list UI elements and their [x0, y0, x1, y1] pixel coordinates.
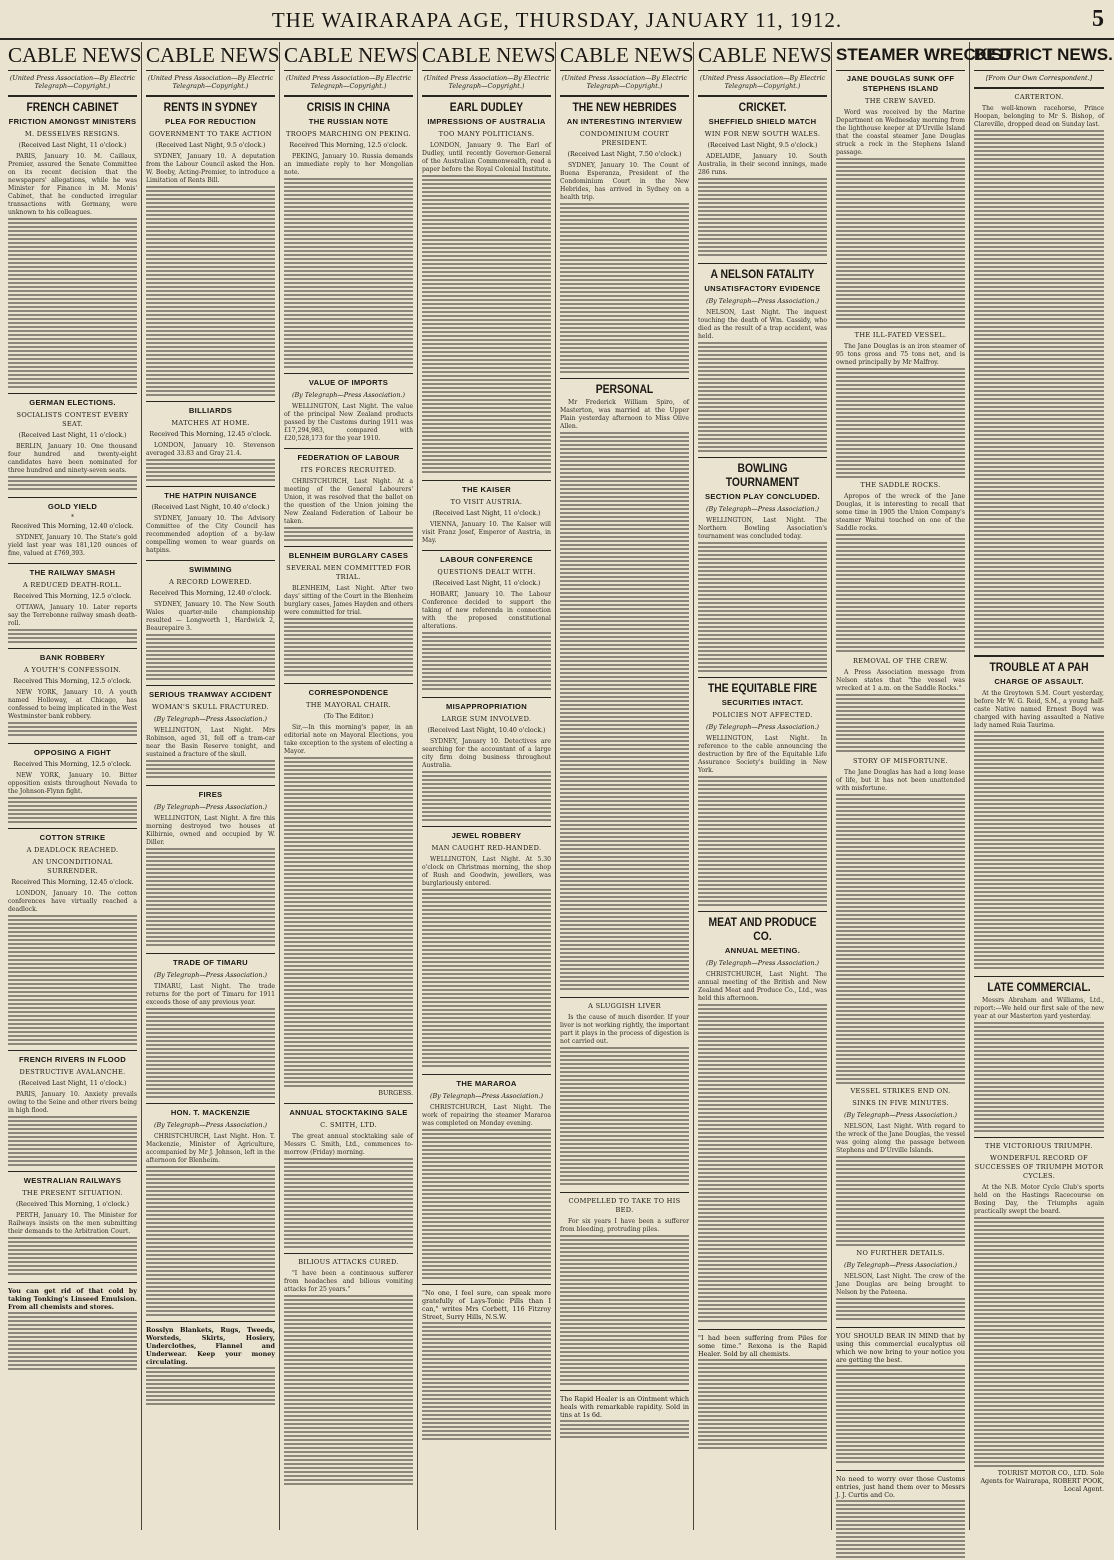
- article-body: PARIS, January 10. Anxiety prevails owing to the Seine and other rivers being in high flood.: [8, 1091, 137, 1114]
- article-body-text: [560, 432, 689, 992]
- article-headline: GOLD YIELD: [47, 502, 98, 511]
- article-subhead: ANNUAL MEETING.: [724, 946, 801, 955]
- article-subhead: ITS FORCES RECRUITED.: [300, 466, 397, 474]
- received-time: (Received Last Night, 11 o'clock.): [18, 142, 127, 149]
- article-headline: THE HATPIN NUISANCE: [164, 491, 257, 500]
- article-body-text: [146, 459, 275, 481]
- article-subhead: (To The Editor.): [323, 713, 374, 720]
- article-body: BLENHEIM, Last Night. After two days' sitting of the Court in the Blenheim burglary cases, James Hayden and others were committed for trial.: [284, 585, 413, 616]
- article-body: Sir,—In this morning's paper, in an editorial note on Mayoral Elections, you take exception to the system of electing a Mayor.: [284, 724, 413, 755]
- article-body: SYDNEY, January 10. Detectives are searching for the accountant of a large city firm doing business throughout Australia.: [422, 738, 551, 769]
- article-body: CHRISTCHURCH, Last Night. Hon. T. Mackenzie, Minister of Agriculture, accompanied by Mr J. Johnson, left in the afternoon for Blenheim.: [146, 1133, 275, 1164]
- advertisement: The Rapid Healer is an Ointment which heals with remarkable rapidity. Sold in tins at 1s 6d.: [560, 1395, 689, 1419]
- article-body: CHRISTCHURCH, Last Night. The annual meeting of the British and New Zealand Meat and Produce Co., Ltd., was held this afternoon.: [698, 971, 827, 1002]
- received-time: (Received Last Night, 10.40 o'clock.): [427, 727, 546, 734]
- advertisement-text: [560, 1420, 689, 1440]
- article-body: At the N.B. Motor Cycle Club's sports held on the Hastings Racecourse on Boxing Day, the Triumphs again practically swept the board.: [974, 1184, 1104, 1215]
- article-body-text: [698, 178, 827, 258]
- received-time: (Received Last Night, 9.5 o'clock.): [155, 142, 266, 149]
- article-headline: FRENCH CABINET: [26, 102, 119, 114]
- article-body: SYDNEY, January 10. The State's gold yield last year was 181,120 ounces of fine, valued at £769,393.: [8, 534, 137, 557]
- article-body-text: [560, 1047, 689, 1187]
- advertisement-text: [8, 1312, 137, 1372]
- press-credit: (By Telegraph—Press Association.): [153, 715, 268, 723]
- received-time: Received This Morning, 12.45 o'clock.: [11, 879, 134, 886]
- article-headline: THE RAILWAY SMASH: [29, 568, 116, 577]
- article-body: LONDON, January 10. Stevenson averaged 33.83 and Gray 21.4.: [146, 442, 275, 457]
- article-body-text: [146, 634, 275, 680]
- column-heading: CABLE NEWS: [284, 42, 413, 71]
- article-headline: RENTS IN SYDNEY: [163, 102, 258, 114]
- article-headline: BLENHEIM BURGLARY CASES: [288, 551, 409, 560]
- press-credit: (By Telegraph—Press Association.): [153, 971, 268, 979]
- advertisement: "I had been suffering from Piles for some time." Rexona is the Rapid Healer. Sold by all chemists.: [698, 1334, 827, 1358]
- article-headline: BANK ROBBERY: [39, 653, 106, 662]
- press-credit: (By Telegraph—Press Association.): [153, 803, 268, 811]
- column-1: CABLE NEWS (United Press Association—By Electric Telegraph—Copyright.) FRENCH CABINET FRICTION AMONGST MINISTERS M. DESSELVES RESIGNS. (Received Last Night, 11 o'clock.) PARIS, January 10. M. Caillaux, Premier, assured the Senate Committee on its recent decision that the newspapers' allegations, while he was Minister for Finance in M. Monis' Cabinet, that he conducted irregular transactions with Germany, were unknown to his colleagues. GERMAN ELECTIONS. SOCIALISTS CONTEST EVERY SEAT. (Received Last Night, 11 o'clock.) BERLIN, January 10. One thousand four hundred and twenty-eight candidates have been nominated for three hundred and ninety-seven seats. GOLD YIELD * Received This Morning, 12.40 o'clock. SYDNEY, January 10. The State's gold yield last year was 181,120 ounces of fine, valued at £769,393. THE RAILWAY SMASH A REDUCED DEATH-ROLL. Received This Morning, 12.5 o'clock. OTTAWA, January 10. Later reports say the Terrebonne railway smash death-roll. BANK ROBBERY A YOUTH'S CONFESSOIN. Received This Morning, 12.5 o'clock. NEW YORK, January 10. A youth named Holloway, at Chicago, has confessed to being implicated in the West Westminster bank robbery. OPPOSING A FIGHT Received This Morning, 12.5 o'clock. NEW YORK, January 10. Bitter opposition exists throughout Nevada to the Johnson-Flynn fight. COTTON STRIKE A DEADLOCK REACHED. AN UNCONDITIONAL SURRENDER. Received This Morning, 12.45 o'clock. LONDON, January 10. The cotton conferences have virtually reached a deadlock. FRENCH RIVERS IN FLOOD DESTRUCTIVE AVALANCHE. (Received Last Night, 11 o'clock.) PARIS, January 10. Anxiety prevails owing to the Seine and other rivers being in high flood. WESTRALIAN RAILWAYS THE PRESENT SITUATION. (Received This Morning, 1 o'clock.) PERTH, January 10. The Minister for Railways insists on the men submitting their demands to the Arbitration Court. You can get rid of that cold by taking Tonking's Linseed Emulsion. From all chemists and stores.: [4, 42, 142, 1530]
- article-body-text: [698, 342, 827, 452]
- column-7: [832, 42, 1012, 1530]
- article-body-text: [836, 694, 965, 754]
- advertisement: "No one, I feel sure, can speak more gratefully of Lays-Tonic Pills than I can," writes Mrs Corbett, 116 Fitzroy Street, Surry Hills, N.S.W.: [422, 1289, 551, 1321]
- article-subhead: THE RUSSIAN NOTE: [308, 117, 389, 126]
- article-headline: HON. T. MACKENZIE: [170, 1108, 251, 1117]
- article-headline: WESTRALIAN RAILWAYS: [23, 1176, 122, 1185]
- column-2: [142, 42, 280, 1530]
- article-body: HOBART, January 10. The Labour Conference decided to support the taking of new referenda in connection with the proposed constitutional alterations.: [422, 591, 551, 630]
- article-body-text: [8, 218, 137, 388]
- advertisement: No need to worry over those Customs entries, just hand them over to Messrs J. J. Curtis and Co.: [836, 1475, 965, 1499]
- article-headline: JANE DOUGLAS SUNK OFF STEPHENS ISLAND: [846, 74, 955, 93]
- press-credit: (By Telegraph—Press Association.): [153, 1121, 268, 1129]
- newspaper-columns: [4, 42, 1113, 1530]
- article-body-text: [422, 632, 551, 692]
- article-body: Mr Frederick William Spiro, of Masterton, was married at the Upper Plain yesterday afternoon to Miss Olive Allen.: [560, 399, 689, 430]
- article-headline: THE VICTORIOUS TRIUMPH.: [985, 1142, 1093, 1150]
- article-body: WELLINGTON, Last Night. In reference to the cable announcing the destruction by fire of the Equitable Life Assurance Society's building in New York.: [698, 735, 827, 774]
- article-headline: JEWEL ROBBERY: [451, 831, 522, 840]
- article-subhead: LARGE SUM INVOLVED.: [441, 715, 532, 723]
- article-body: PARIS, January 10. M. Caillaux, Premier, assured the Senate Committee on its recent decision that the newspapers' allegations, while he was Minister for Finance in M. Monis' Cabinet, that he conducted irregular transactions with Germany, were unknown to his colleagues.: [8, 153, 137, 216]
- article-body: "I have been a continuous sufferer from headaches and bilious vomiting attacks for 25 years.": [284, 1270, 413, 1293]
- article-headline: A SLUGGISH LIVER: [588, 1002, 661, 1010]
- article-body: NELSON, Last Night. The inquest touching the death of Wm. Cassidy, who died as the result of a trap accident, was held.: [698, 309, 827, 340]
- page-number: 5: [1092, 6, 1104, 32]
- article-body: SYDNEY, January 10. The Advisory Committee of the City Council has recommended adoption of a by-law compelling women to wear guards on hatpins.: [146, 515, 275, 554]
- column-6: [694, 42, 832, 1530]
- article-subhead: SECURITIES INTACT.: [721, 698, 804, 707]
- press-credit: (By Telegraph—Press Association.): [705, 297, 820, 305]
- article-body: WELLINGTON, Last Night. The value of the principal New Zealand products passed by the Customs during 1911 was £17,294,983, compared with £20,528,173 for the year 1910.: [284, 403, 413, 442]
- article-subhead: A YOUTH'S CONFESSOIN.: [23, 666, 122, 674]
- article-body: SYDNEY, January 10. A deputation from the Labour Council asked the Hon. W. Beeby, Acting-Premier, to introduce a Limitation of Rents Bill.: [146, 153, 275, 184]
- article-body-text: [698, 542, 827, 672]
- article-subhead: QUESTIONS DEALT WITH.: [437, 568, 536, 576]
- article-body: ADELAIDE, January 10. South Australia, in their second innings, made 286 runs.: [698, 153, 827, 176]
- article-headline: EARL DUDLEY: [449, 102, 524, 114]
- article-body-text: [146, 848, 275, 948]
- article-subhead: SECTION PLAY CONCLUDED.: [705, 492, 820, 501]
- column-heading: CABLE NEWS: [698, 42, 827, 71]
- article-subhead: TOO MANY POLITICIANS.: [438, 130, 535, 138]
- article-headline: CARTERTON.: [1014, 93, 1064, 101]
- article-body-text: [836, 368, 965, 478]
- article-headline: A NELSON FATALITY: [710, 269, 815, 281]
- article-body-text: [284, 1158, 413, 1248]
- article-headline: TROUBLE AT A PAH: [989, 662, 1089, 674]
- article-headline: BILLIARDS: [188, 406, 233, 415]
- article-body-text: [8, 1116, 137, 1166]
- advertisement-text: [422, 1322, 551, 1442]
- article-body-text: [974, 130, 1104, 650]
- article-headline: BOWLING TOURNAMENT: [725, 463, 800, 489]
- advertisement-text: [698, 1359, 827, 1449]
- received-time: (Received Last Night, 11 o'clock.): [18, 1080, 127, 1087]
- article-headline: FIRES: [198, 790, 223, 799]
- article-headline: MISAPPROPRIATION: [445, 702, 528, 711]
- press-credit: (By Telegraph—Press Association.): [429, 1092, 544, 1100]
- received-time: Received This Morning, 12.45 o'clock.: [149, 431, 272, 438]
- article-subhead: PLEA FOR REDUCTION: [165, 117, 256, 126]
- article-body-text: [560, 1235, 689, 1385]
- received-time: (Received Last Night, 9.5 o'clock.): [707, 142, 818, 149]
- article-body-text: [8, 915, 137, 1045]
- article-body-text: [8, 797, 137, 823]
- article-body: LONDON, January 10. The cotton conferences have virtually reached a deadlock.: [8, 890, 137, 913]
- article-subhead: THE MAYORAL CHAIR.: [306, 701, 391, 709]
- received-time: Received This Morning, 12.5 o'clock.: [13, 593, 132, 600]
- article-body: Word was received by the Marine Department on Wednesday morning from the lighthouse keeper at D'Urville Island that the coastal steamer Jane Douglas struck a rock in the Stephens Island passage.: [836, 109, 965, 156]
- article-body: TIMARU, Last Night. The trade returns for the port of Timaru for 1911 exceeds those of any previous year.: [146, 983, 275, 1006]
- received-time: Received This Morning, 12.5 o'clock.: [13, 678, 132, 685]
- article-subhead: THE SADDLE ROCKS.: [860, 481, 941, 489]
- article-headline: LATE COMMERCIAL.: [987, 982, 1091, 994]
- article-body-text: [698, 1004, 827, 1324]
- article-subhead: SHEFFIELD SHIELD MATCH: [708, 117, 817, 126]
- press-credit: (By Telegraph—Press Association.): [705, 723, 820, 731]
- article-subhead: AN INTERESTING INTERVIEW: [566, 117, 683, 126]
- article-body: The great annual stocktaking sale of Messrs C. Smith, Ltd., commences to-morrow (Friday) morning.: [284, 1133, 413, 1156]
- article-headline: THE EQUITABLE FIRE: [707, 683, 818, 695]
- received-time: (Received Last Night, 7.50 o'clock.): [567, 151, 682, 158]
- article-body: Is the cause of much disorder. If your liver is not working rightly, the important part it plays in the process of digestion is not carried out.: [560, 1014, 689, 1045]
- article-subhead: C. SMITH, LTD.: [320, 1121, 377, 1129]
- article-subhead: SOCIALISTS CONTEST EVERY SEAT.: [16, 411, 129, 428]
- article-subhead: NO FURTHER DETAILS.: [856, 1249, 945, 1257]
- press-credit: (United Press Association—By Electric Telegraph—Copyright.): [699, 74, 826, 90]
- article-body: At the Greytown S.M. Court yesterday, before Mr W. G. Reid, S.M., a young half-caste Native named Ernest Boyd was charged with having assaulted a Native lady named Ruia Taurima.: [974, 690, 1104, 729]
- article-subhead: UNSATISFACTORY EVIDENCE: [704, 284, 821, 293]
- article-headline: SWIMMING: [189, 565, 232, 574]
- article-subhead: MATCHES AT HOME.: [171, 419, 250, 427]
- article-body-text: [422, 175, 551, 475]
- article-headline: GERMAN ELECTIONS.: [29, 398, 116, 407]
- article-body: PEKING, January 10. Russia demands an immediate reply to her Mongolian note.: [284, 153, 413, 176]
- article-subhead: A DEADLOCK REACHED.: [26, 846, 119, 854]
- article-body: CHRISTCHURCH, Last Night. At a meeting of the General Labourers' Union, it was resolved that the ballot on the question of the Union joining the New Zealand Federation of Labour be taken.: [284, 478, 413, 525]
- article-headline: TRADE OF TIMARU: [173, 958, 248, 967]
- article-body-text: [284, 618, 413, 678]
- column-3: [280, 42, 418, 1530]
- article-headline: CORRESPONDENCE: [308, 688, 389, 697]
- article-subhead: WOMAN'S SKULL FRACTURED.: [152, 703, 269, 711]
- article-body-text: [836, 534, 965, 654]
- received-time: Received This Morning, 12.40 o'clock.: [149, 590, 272, 597]
- article-subhead: STORY OF MISFORTUNE.: [853, 757, 948, 765]
- received-time: Received This Morning, 12.5 o'clock.: [289, 142, 408, 149]
- column-8: [970, 42, 1113, 1530]
- column-5: [556, 42, 694, 1530]
- article-body-text: [836, 794, 965, 1084]
- article-subhead: POLICIES NOT AFFECTED.: [712, 711, 813, 719]
- article-body-text: [836, 1298, 965, 1322]
- article-body-text: [284, 527, 413, 541]
- article-headline: SERIOUS TRAMWAY ACCIDENT: [149, 690, 272, 699]
- article-subhead: THE ILL-FATED VESSEL.: [854, 331, 947, 339]
- advertisement-text: [146, 1367, 275, 1407]
- column-heading: CABLE NEWS: [560, 42, 689, 71]
- column-heading: STEAMER WRECKED: [836, 42, 965, 71]
- article-body: NELSON, Last Night. With regard to the wreck of the Jane Douglas, the vessel was going along the passage between Stephens and D'Urville Islands.: [836, 1123, 965, 1154]
- article-subhead: TROOPS MARCHING ON PEKING.: [286, 130, 411, 138]
- press-credit: (United Press Association—By Electric Telegraph—Copyright.): [561, 74, 688, 90]
- article-headline: VALUE OF IMPORTS: [308, 378, 389, 387]
- article-subhead: AN UNCONDITIONAL SURRENDER.: [32, 858, 113, 875]
- article-body: For six years I have been a sufferer from bleeding, protruding piles.: [560, 1218, 689, 1233]
- article-subhead: THE CREW SAVED.: [865, 97, 936, 105]
- received-time: Received This Morning, 12.40 o'clock.: [11, 523, 134, 530]
- article-body-text: [698, 776, 827, 906]
- article-subhead: SINKS IN FIVE MINUTES.: [852, 1099, 949, 1107]
- article-subhead: A RECORD LOWERED.: [169, 578, 252, 586]
- article-body-text: [974, 1022, 1104, 1132]
- article-body: BERLIN, January 10. One thousand four hundred and twenty-eight candidates have been nominated for three hundred and ninety-seven seats.: [8, 443, 137, 474]
- article-body: WELLINGTON, Last Night. The Northern Bowling Association's tournament was concluded today.: [698, 517, 827, 540]
- article-body: SYDNEY, January 10. The New South Wales quarter-mile championship resulted — Longworth 1, Hardwick 2, Beaurepaire 3.: [146, 601, 275, 632]
- article-subhead: THE PRESENT SITUATION.: [22, 1189, 123, 1197]
- article-body: VIENNA, January 10. The Kaiser will visit Franz Josef, Emperor of Austria, in May.: [422, 521, 551, 544]
- masthead: [0, 0, 1114, 40]
- article-body-text: [8, 1237, 137, 1277]
- article-body-text: [146, 1166, 275, 1316]
- article-headline: THE NEW HEBRIDES: [572, 102, 677, 114]
- article-body: Messrs Abraham and Williams, Ltd., report:—We held our first sale of the new year at our Masterton yard yesterday.: [974, 997, 1104, 1020]
- article-body-text: [8, 476, 137, 492]
- received-time: (Received This Morning, 1 o'clock.): [15, 1201, 130, 1208]
- article-subhead: A REDUCED DEATH-ROLL.: [22, 581, 123, 589]
- article-body: The Jane Douglas is an iron steamer of 95 tons gross and 75 tons net, and is owned principally by Mr Malfroy.: [836, 343, 965, 366]
- article-body-text: [560, 203, 689, 373]
- advertiser-signature: TOURIST MOTOR CO., LTD. Sole Agents for Wairarapa, ROBERT POOK, Local Agent.: [980, 1470, 1104, 1493]
- advertisement-text: [836, 1365, 965, 1465]
- article-subhead: WIN FOR NEW SOUTH WALES.: [704, 130, 821, 138]
- article-subhead: IMPRESSIONS OF AUSTRALIA: [427, 117, 546, 126]
- article-subhead: SEVERAL MEN COMMITTED FOR TRIAL.: [286, 564, 411, 581]
- article-body: NELSON, Last Night. The crew of the Jane Douglas are being brought to Nelson by the Pateena.: [836, 1273, 965, 1296]
- article-headline: BILIOUS ATTACKS CURED.: [298, 1258, 399, 1266]
- article-headline: OPPOSING A FIGHT: [33, 748, 112, 757]
- column-heading: CABLE NEWS: [8, 42, 137, 71]
- article-headline: MEAT AND PRODUCE CO.: [708, 917, 817, 943]
- article-headline: COTTON STRIKE: [39, 833, 106, 842]
- article-body: LONDON, January 9. The Earl of Dudley, until recently Governor-General of the Australian Commonwealth, read a paper before the Royal Colonial Institute.: [422, 142, 551, 173]
- article-body-text: [284, 1295, 413, 1485]
- article-body-text: [146, 1008, 275, 1098]
- article-subhead: CHARGE OF ASSAULT.: [994, 677, 1084, 686]
- column-heading: CABLE NEWS: [146, 42, 275, 71]
- article-subhead: M. DESSELVES RESIGNS.: [24, 130, 121, 138]
- article-body-text: [146, 760, 275, 780]
- article-body-text: [974, 1217, 1104, 1467]
- received-time: (Received Last Night, 11 o'clock.): [432, 510, 541, 517]
- received-time: Received This Morning, 12.5 o'clock.: [13, 761, 132, 768]
- article-body-text: [8, 722, 137, 738]
- article-body-text: [284, 178, 413, 368]
- article-subhead: MAN CAUGHT RED-HANDED.: [431, 844, 542, 852]
- received-time: (Received Last Night, 10.40 o'clock.): [151, 504, 270, 511]
- article-subhead: GOVERNMENT TO TAKE ACTION: [149, 130, 272, 138]
- article-headline: PERSONAL: [595, 384, 654, 396]
- press-credit: (By Telegraph—Press Association.): [705, 505, 820, 513]
- press-credit: (By Telegraph—Press Association.): [291, 391, 406, 399]
- article-body-text: [836, 1156, 965, 1246]
- article-body: Apropos of the wreck of the Jane Douglas, it is interesting to recall that some time in 1905 the Union Company's steamer Waitui touched on one of the Saddle rocks.: [836, 493, 965, 532]
- advertisement: You can get rid of that cold by taking Tonking's Linseed Emulsion. From all chemists and stores.: [8, 1287, 137, 1311]
- article-body: CHRISTCHURCH, Last Night. The work of repairing the steamer Mararoa was completed on Monday evening.: [422, 1104, 551, 1127]
- article-headline: ANNUAL STOCKTAKING SALE: [289, 1108, 408, 1117]
- article-headline: COMPELLED TO TAKE TO HIS BED.: [568, 1197, 681, 1214]
- press-credit: [From Our Own Correspondent.]: [985, 74, 1093, 82]
- letter-signature: BURGESS.: [378, 1090, 413, 1097]
- advertisement: YOU SHOULD BEAR IN MIND that by using this commercial eucalyptus oil which we now bring to your notice you are getting the best.: [836, 1332, 965, 1364]
- article-subhead: FRICTION AMONGST MINISTERS: [8, 117, 137, 126]
- article-body: OTTAWA, January 10. Later reports say the Terrebonne railway smash death-roll.: [8, 604, 137, 627]
- article-headline: CRICKET.: [738, 102, 787, 114]
- received-time: (Received Last Night, 11 o'clock.): [18, 432, 127, 439]
- article-headline: LABOUR CONFERENCE: [440, 555, 533, 564]
- article-headline: THE KAISER: [462, 485, 511, 494]
- article-subhead: TO VISIT AUSTRIA.: [450, 498, 523, 506]
- column-heading: DISTRICT NEWS.: [974, 42, 1104, 71]
- press-credit: (By Telegraph—Press Association.): [705, 959, 820, 967]
- article-body: The Jane Douglas has had a long lease of life, but it has not been unattended with misfortune.: [836, 769, 965, 792]
- article-body: WELLINGTON, Last Night. A fire this morning destroyed two houses at Kilbirnie, owned and occupied by W. Diller.: [146, 815, 275, 846]
- article-subhead: WONDERFUL RECORD OF SUCCESSES OF TRIUMPH MOTOR CYCLES.: [974, 1154, 1104, 1180]
- article-subhead: CONDOMINIUM COURT PRESIDENT.: [579, 130, 670, 147]
- article-headline: CRISIS IN CHINA: [306, 102, 391, 114]
- received-time: (Received Last Night, 11 o'clock.): [432, 580, 541, 587]
- article-body: NEW YORK, January 10. Bitter opposition exists throughout Nevada to the Johnson-Flynn fight.: [8, 772, 137, 795]
- press-credit: (By Telegraph—Press Association.): [843, 1261, 958, 1269]
- article-body: WELLINGTON, Last Night. At 5.30 o'clock on Christmas morning, the shop of Rush and Goodwin, jewellers, was burglariously entered.: [422, 856, 551, 887]
- article-body-text: [422, 1129, 551, 1279]
- article-body: SYDNEY, January 10. The Count of Buena Esperanza, President of the Condominium Court in the New Hebrides, has arrived in Sydney on a health trip.: [560, 162, 689, 201]
- advertisement-text: [836, 1500, 965, 1560]
- column-4: [418, 42, 556, 1530]
- press-credit: (United Press Association—By Electric Telegraph—Copyright.): [9, 74, 136, 90]
- press-credit: (United Press Association—By Electric Telegraph—Copyright.): [147, 74, 274, 90]
- article-body-text: [284, 757, 413, 1087]
- article-body-text: [422, 889, 551, 1069]
- newspaper-title: THE WAIRARAPA AGE, THURSDAY, JANUARY 11, 1912.: [271, 8, 843, 32]
- article-headline: FRENCH RIVERS IN FLOOD: [18, 1055, 126, 1064]
- article-body-text: [146, 186, 275, 396]
- press-credit: (United Press Association—By Electric Telegraph—Copyright.): [423, 74, 550, 90]
- article-body: WELLINGTON, Last Night. Mrs Robinson, aged 31, fell off a tram-car near the Basin Reserve tonight, and sustained a fracture of the skull.: [146, 727, 275, 758]
- article-subhead: VESSEL STRIKES END ON.: [850, 1087, 951, 1095]
- article-body-text: [422, 771, 551, 821]
- press-credit: (By Telegraph—Press Association.): [843, 1111, 958, 1119]
- article-body: A Press Association message from Nelson states that "the vessel was wrecked at 1 a.m. on the Saddle Rocks.": [836, 669, 965, 692]
- article-subhead: REMOVAL OF THE CREW.: [852, 657, 949, 665]
- article-body-text: [8, 629, 137, 643]
- article-body: NEW YORK, January 10. A youth named Holloway, at Chicago, has confessed to being implicated in the West Westminster bank robbery.: [8, 689, 137, 720]
- article-body: PERTH, January 10. The Minister for Railways insists on the men submitting their demands to the Arbitration Court.: [8, 1212, 137, 1235]
- press-credit: (United Press Association—By Electric Telegraph—Copyright.): [285, 74, 412, 90]
- column-heading: CABLE NEWS: [422, 42, 551, 71]
- article-body: The well-known racehorse, Prince Hoopan, belonging to Mr S. Bishop, of Clareville, dropped dead on Sunday last.: [974, 105, 1104, 128]
- article-headline: FEDERATION OF LABOUR: [297, 453, 400, 462]
- article-headline: THE MARAROA: [456, 1079, 517, 1088]
- article-subhead: DESTRUCTIVE AVALANCHE.: [19, 1068, 126, 1076]
- article-body-text: [974, 731, 1104, 971]
- article-body-text: [836, 158, 965, 328]
- advertisement: Rosslyn Blankets, Rugs, Tweeds, Worsteds, Skirts, Hosiery, Underclothes, Flannel and Underwear. Keep your money circulating.: [146, 1326, 275, 1366]
